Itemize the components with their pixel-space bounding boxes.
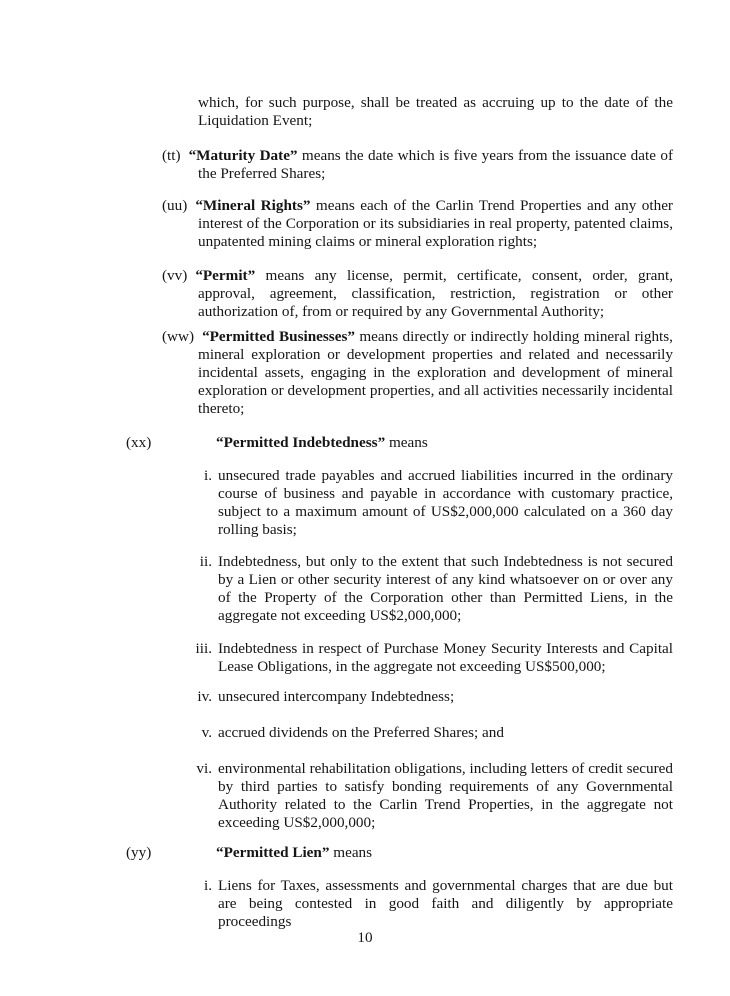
item-text: unsecured intercompany Indebtedness;	[218, 688, 455, 705]
continuation-paragraph: which, for such purpose, shall be treated as accruing up to the date of the Liquidation Event;	[198, 94, 673, 129]
definition-permitted-indebtedness	[126, 434, 673, 452]
indebtedness-item	[201, 724, 673, 742]
indebtedness-item	[195, 640, 673, 676]
definition-text: means any license, permit, certificate, consent, order, grant, approval, agreement, classification, restriction, registration or other authorization of, from or required by any Governmental Authority;	[198, 267, 673, 320]
definition-term: “Mineral Rights”	[195, 197, 311, 214]
definition-term: “Permit”	[195, 267, 256, 284]
item-text: Indebtedness, but only to the extent that such Indebtedness is not secured by a Lien or other security interest of any kind whatsoever on or over any of the Property of the Corporation other than Permitted Liens, in the aggregate not exceeding US$2,000,000;	[218, 553, 673, 624]
definition-term: “Permitted Indebtedness”	[216, 434, 386, 451]
definition-tag: (xx)	[126, 434, 152, 451]
item-number: iii.	[195, 640, 212, 657]
item-number: i.	[203, 467, 212, 484]
item-text: accrued dividends on the Preferred Shares; and	[218, 724, 504, 741]
definition-permitted-businesses	[162, 328, 673, 418]
page-number: 10	[357, 929, 373, 946]
item-number: v.	[201, 724, 212, 741]
definition-permit	[162, 267, 673, 321]
item-text: Liens for Taxes, assessments and governmental charges that are due but are being contested in good faith and diligently by appropriate proceedings	[218, 877, 673, 930]
indebtedness-item	[196, 760, 673, 832]
definition-term: “Maturity Date”	[188, 147, 298, 164]
item-text: Indebtedness in respect of Purchase Money Security Interests and Capital Lease Obligations, in the aggregate not exceeding US$500,000;	[218, 640, 673, 675]
definition-maturity-date	[162, 147, 673, 183]
definition-term: “Permitted Lien”	[216, 844, 330, 861]
item-number: i.	[203, 877, 212, 894]
indebtedness-item	[203, 467, 673, 539]
definition-text: means	[329, 844, 373, 861]
item-number: vi.	[196, 760, 212, 777]
definition-tag: (ww)	[162, 328, 195, 345]
lien-item	[203, 877, 673, 931]
item-text: environmental rehabilitation obligations, including letters of credit secured by third parties to satisfy bonding requirements of any Governmental Authority related to the Carlin Trend Properties, in the aggregate not exceeding US$2,000,000;	[218, 760, 673, 831]
indebtedness-item	[199, 553, 673, 625]
item-number: ii.	[199, 553, 212, 570]
item-number: iv.	[197, 688, 212, 705]
item-text: unsecured trade payables and accrued liabilities incurred in the ordinary course of business and payable in accordance with customary practice, subject to a maximum amount of US$2,000,000 calculated on a 360 day rolling basis;	[218, 467, 673, 538]
definition-mineral-rights	[162, 197, 673, 251]
definition-tag: (vv)	[162, 267, 188, 284]
definition-text: means	[385, 434, 428, 451]
definition-tag: (uu)	[162, 197, 188, 214]
definition-tag: (tt)	[162, 147, 181, 164]
definition-text: means the date which is five years from the issuance date of the Preferred Shares;	[198, 147, 673, 182]
definition-text: means each of the Carlin Trend Properties and any other interest of the Corporation or its subsidiaries in real property, patented claims, unpatented mining claims or mineral exploration rights;	[198, 197, 673, 250]
indebtedness-item	[197, 688, 673, 706]
definition-text: means directly or indirectly holding mineral rights, mineral exploration or development properties and related and necessarily incidental assets, engaging in the exploration and development of mineral exploration or development properties, and all activities necessarily incidental thereto;	[198, 328, 673, 417]
definition-permitted-lien	[126, 844, 673, 862]
definition-term: “Permitted Businesses”	[202, 328, 355, 345]
definition-tag: (yy)	[126, 844, 152, 861]
